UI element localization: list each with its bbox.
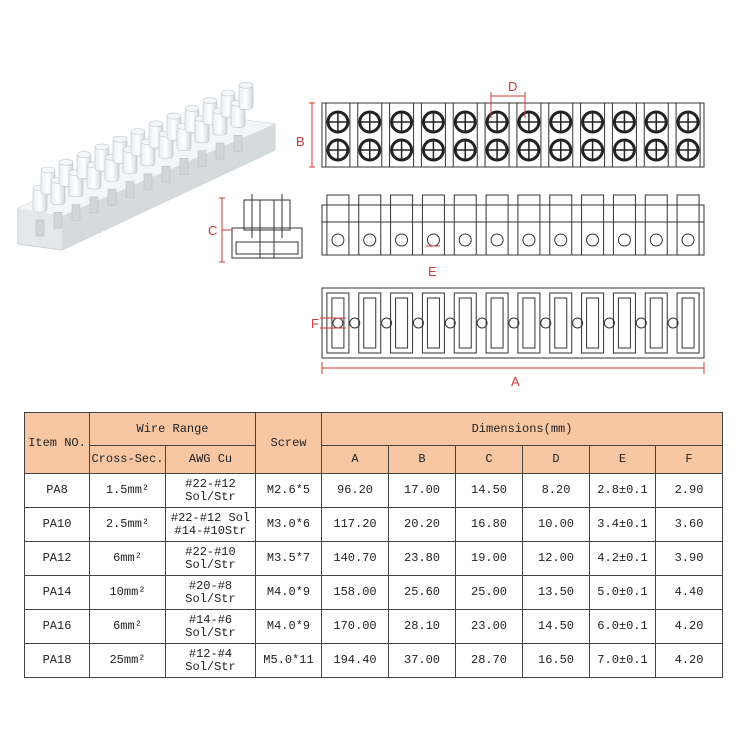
- item-no-cell: PA18: [25, 644, 90, 678]
- awg-cell: [166, 610, 256, 644]
- cross-sec-cell: 25mm²: [90, 644, 166, 678]
- table-row: [25, 508, 723, 542]
- cross-sec-cell: 10mm²: [90, 576, 166, 610]
- dim-f-cell: 4.40: [656, 576, 723, 610]
- awg-cell: [166, 542, 256, 576]
- wire-opening: [162, 166, 170, 182]
- wire-opening: [198, 151, 206, 167]
- terminal-slot-inner: [396, 298, 408, 348]
- awg-cell: [166, 508, 256, 542]
- header-dim-c: C: [456, 446, 523, 474]
- terminal-slot-inner: [650, 298, 662, 348]
- dim-e-cell: 3.4±0.1: [590, 508, 656, 542]
- wire-opening: [144, 174, 152, 190]
- cross-sec-cell: 1.5mm²: [90, 474, 166, 508]
- dim-c-cell: 16.80: [456, 508, 523, 542]
- wire-entry-hole: [618, 234, 630, 246]
- header-awg-cu: AWG Cu: [166, 446, 256, 474]
- awg-line: #14-#6: [188, 612, 233, 627]
- dim-e-cell: 5.0±0.1: [590, 576, 656, 610]
- dim-d-cell: 8.20: [523, 474, 590, 508]
- terminal-slot: [327, 293, 349, 353]
- table-row: [25, 644, 723, 678]
- dim-f-cell: 4.20: [656, 610, 723, 644]
- dim-d-cell: 13.50: [523, 576, 590, 610]
- dim-c-cell: 23.00: [456, 610, 523, 644]
- dim-letter-d: D: [508, 79, 518, 94]
- awg-line: #14-#10Str: [174, 523, 247, 538]
- table-row: [25, 542, 723, 576]
- terminal-slot: [518, 293, 540, 353]
- item-no-cell: PA16: [25, 610, 90, 644]
- item-no-cell: PA14: [25, 576, 90, 610]
- dim-c-cell: 28.70: [456, 644, 523, 678]
- terminal-slot-inner: [364, 298, 376, 348]
- screw-cap-top: [203, 98, 217, 104]
- wire-opening: [72, 205, 80, 221]
- wire-entry-hole: [555, 234, 567, 246]
- header-screw: Screw: [256, 413, 322, 474]
- dim-c-cell: 19.00: [456, 542, 523, 576]
- screw-cap-top: [113, 136, 127, 142]
- terminal-slot: [613, 293, 635, 353]
- screw-cell: M3.5*7: [256, 542, 322, 576]
- screw-cap-top: [41, 167, 55, 173]
- dim-letter-e: E: [428, 264, 437, 279]
- terminal-slot-inner: [523, 298, 535, 348]
- dim-a-cell: 117.20: [322, 508, 389, 542]
- dim-d-cell: 10.00: [523, 508, 590, 542]
- wire-opening: [126, 182, 134, 198]
- screw-cap-top: [59, 159, 73, 165]
- header-cross-sec: Cross-Sec.: [90, 446, 166, 474]
- header-dim-f: F: [656, 446, 723, 474]
- dim-letter-b: B: [296, 134, 305, 149]
- spec-table: [24, 412, 723, 678]
- dim-letter-c: C: [208, 223, 218, 238]
- awg-line: #22-#10: [185, 544, 236, 559]
- dim-f-cell: 2.90: [656, 474, 723, 508]
- awg-line: Sol/Str: [185, 489, 236, 504]
- table-row: [25, 576, 723, 610]
- wire-opening: [36, 220, 44, 236]
- awg-cell: [166, 576, 256, 610]
- terminal-slot-inner: [427, 298, 439, 348]
- wire-entry-hole: [523, 234, 535, 246]
- terminal-slot: [645, 293, 667, 353]
- dim-e-cell: 2.8±0.1: [590, 474, 656, 508]
- wire-entry-hole: [364, 234, 376, 246]
- header-item-no: Item NO.: [25, 413, 90, 474]
- wire-entry-hole: [587, 234, 599, 246]
- terminal-slot: [550, 293, 572, 353]
- dim-f-cell: 3.60: [656, 508, 723, 542]
- side-view-drawing: [219, 194, 302, 262]
- terminal-slot-inner: [332, 298, 344, 348]
- wire-opening: [234, 135, 242, 151]
- awg-line: #12-#4: [188, 646, 233, 661]
- wire-entry-hole: [332, 234, 344, 246]
- screw-cap-top: [239, 82, 253, 88]
- terminal-slot: [454, 293, 476, 353]
- dim-d-cell: 16.50: [523, 644, 590, 678]
- screw-cap-top: [95, 144, 109, 150]
- wire-opening: [108, 189, 116, 205]
- item-no-cell: PA10: [25, 508, 90, 542]
- screw-cell: M4.0*9: [256, 610, 322, 644]
- dim-b-cell: 28.10: [389, 610, 456, 644]
- awg-line: #20-#8: [188, 578, 233, 593]
- dim-a-cell: 140.70: [322, 542, 389, 576]
- dim-b-cell: 20.20: [389, 508, 456, 542]
- wire-entry-hole: [459, 234, 471, 246]
- wire-entry-hole: [682, 234, 694, 246]
- cross-sec-cell: 2.5mm²: [90, 508, 166, 542]
- awg-line: Sol/Str: [185, 625, 236, 640]
- header-dim-a: A: [322, 446, 389, 474]
- terminal-slot-inner: [682, 298, 694, 348]
- awg-cell: [166, 474, 256, 508]
- terminal-slot: [677, 293, 699, 353]
- screw-cap: [239, 85, 253, 109]
- terminal-slot-inner: [555, 298, 567, 348]
- awg-line: Sol/Str: [185, 659, 236, 674]
- front-view-drawing: [322, 195, 704, 255]
- wire-entry-hole: [650, 234, 662, 246]
- dim-d-cell: 14.50: [523, 610, 590, 644]
- awg-line: Sol/Str: [185, 557, 236, 572]
- dim-e-cell: 7.0±0.1: [590, 644, 656, 678]
- awg-line: #22-#12 Sol: [170, 510, 251, 525]
- wire-opening: [90, 197, 98, 213]
- awg-line: Sol/Str: [185, 591, 236, 606]
- screw-cell: M2.6*5: [256, 474, 322, 508]
- dim-d-cell: 12.00: [523, 542, 590, 576]
- dim-letter-a: A: [511, 374, 520, 389]
- product-photo: [18, 82, 275, 250]
- dim-b-cell: 37.00: [389, 644, 456, 678]
- dim-a-cell: 194.40: [322, 644, 389, 678]
- bottom-view-drawing: [320, 288, 704, 374]
- dim-e-cell: 4.2±0.1: [590, 542, 656, 576]
- header-dim-e: E: [590, 446, 656, 474]
- cross-sec-cell: 6mm²: [90, 542, 166, 576]
- dim-f-cell: 4.20: [656, 644, 723, 678]
- terminal-slot-inner: [618, 298, 630, 348]
- table-row: [25, 474, 723, 508]
- dim-b-cell: 17.00: [389, 474, 456, 508]
- dim-c-cell: 14.50: [456, 474, 523, 508]
- mounting-hole: [333, 318, 343, 328]
- terminal-slot-inner: [459, 298, 471, 348]
- screw-cap-top: [131, 129, 145, 135]
- screw-cell: M5.0*11: [256, 644, 322, 678]
- screw-cap-top: [167, 113, 181, 119]
- terminal-slot: [582, 293, 604, 353]
- wire-opening: [180, 158, 188, 174]
- terminal-slot: [391, 293, 413, 353]
- header-dim-d: D: [523, 446, 590, 474]
- dim-a-cell: 96.20: [322, 474, 389, 508]
- screw-cap-top: [149, 121, 163, 127]
- terminal-slot: [422, 293, 444, 353]
- header-wire-range: Wire Range: [90, 413, 256, 446]
- terminal-slot-inner: [587, 298, 599, 348]
- dim-e-cell: 6.0±0.1: [590, 610, 656, 644]
- screw-cell: M4.0*9: [256, 576, 322, 610]
- screw-cell: M3.0*6: [256, 508, 322, 542]
- screw-cap-top: [221, 90, 235, 96]
- item-no-cell: PA8: [25, 474, 90, 508]
- top-view-drawing: [309, 92, 704, 167]
- dim-a-cell: 158.00: [322, 576, 389, 610]
- terminal-slot: [359, 293, 381, 353]
- terminal-slot: [486, 293, 508, 353]
- table-row: [25, 610, 723, 644]
- header-dim-b: B: [389, 446, 456, 474]
- header-dimensions: Dimensions(mm): [322, 413, 723, 446]
- awg-cell: [166, 644, 256, 678]
- dim-f-cell: 3.90: [656, 542, 723, 576]
- dim-b-cell: 25.60: [389, 576, 456, 610]
- terminal-slot-inner: [491, 298, 503, 348]
- dim-a-cell: 170.00: [322, 610, 389, 644]
- screw-cap-top: [185, 105, 199, 111]
- item-no-cell: PA12: [25, 542, 90, 576]
- wire-entry-hole: [427, 234, 439, 246]
- dim-letter-f: F: [311, 316, 319, 331]
- wire-entry-hole: [491, 234, 503, 246]
- cross-sec-cell: 6mm²: [90, 610, 166, 644]
- dim-c-cell: 25.00: [456, 576, 523, 610]
- awg-line: #22-#12: [185, 476, 236, 491]
- wire-opening: [216, 143, 224, 159]
- screw-cap-top: [77, 152, 91, 158]
- dim-b-cell: 23.80: [389, 542, 456, 576]
- wire-entry-hole: [396, 234, 408, 246]
- wire-opening: [54, 212, 62, 228]
